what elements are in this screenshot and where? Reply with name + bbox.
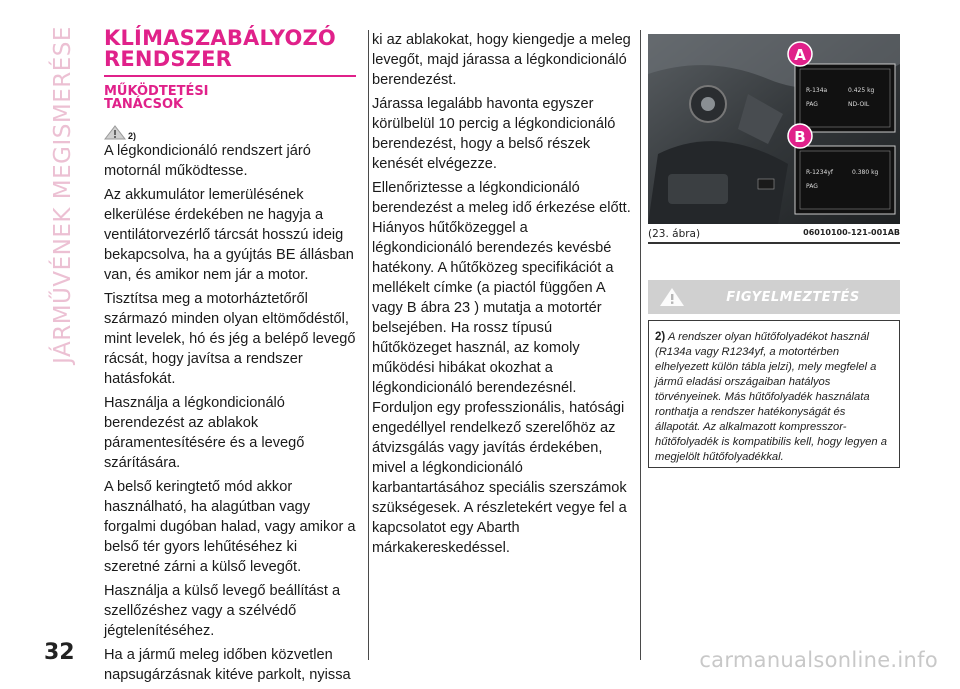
warning-reference-number: 2) [128, 131, 137, 141]
warning-box [648, 320, 900, 468]
section-subtitle [104, 85, 356, 111]
warning-number: 2) [655, 331, 666, 343]
label-b-letter: B [794, 128, 806, 146]
warning-reference[interactable] [104, 121, 356, 141]
warning-hand-icon [104, 125, 126, 141]
engine-bay-figure [648, 34, 900, 224]
refrigerant-label-b [795, 146, 895, 214]
figure-code: 06010100-121-001AB [803, 228, 900, 237]
section-title [104, 28, 356, 70]
section-title-line2: RENDSZER [104, 47, 232, 71]
side-section-title-text: JÁRMŰVÉNEK MEGISMERÉSE [50, 26, 76, 364]
paragraph: Tisztítsa meg a motorháztetőről származó minden olyan eltömődéstől, mint levelek, hó és jég a belépő levegő rácsát, hogy javítsa a rendszer hatásfokát. [104, 291, 356, 387]
paragraph: Járassa legalább havonta egyszer körülbelül 10 percig a légkondicionáló berendezést, hogy a belső részek kenését elvégezze. [372, 96, 616, 172]
label-a-badge [788, 42, 812, 66]
figure-caption-text: (23. ábra) [648, 228, 701, 240]
label-a-oil: PAG [806, 101, 818, 108]
warning-hand-icon [658, 286, 686, 308]
label-a-amount: 0.425 kg [848, 87, 875, 94]
column-divider [640, 30, 641, 660]
column-1 [104, 28, 356, 689]
paragraph: A belső keringtető mód akkor használható, ha alagútban vagy forgalmi dugóban halad, vagy amikor a belső tér gyors lehűtéséhez ki szeretné zárni a külső levegőt. [104, 479, 356, 575]
section-subtitle-line2: TANÁCSOK [104, 97, 184, 112]
paragraph: Ellenőriztesse a légkondicionáló berendezést a meleg idő érkezése előtt. Hiányos hűtőközeggel a légkondicionáló berendezés kevésbé hatékony. A hűtőközeg specifikációt a mellékelt címke (a piactól függően A vagy B ábra 23 ) mutatja a motortér belsejében. Ha rossz típusú hűtőközeget használ, az komoly működési hibákat okozhat a légkondicionáló berendezésnél. Forduljon egy professzionális, hatósági engedéllyel rendelkező szerelőhöz az átvizsgálás vagy javítás érdekében, mivel a légkondicionáló karbantartásához speciális szerszámok szükségesek. A részletekért vegye fel a kapcsolatot egy Abarth márkakereskedéssel. [372, 180, 631, 556]
figure-caption [648, 228, 900, 240]
label-a-oil-type: ND-OIL [848, 101, 870, 108]
column-2 [372, 30, 632, 562]
label-b-oil: PAG [806, 183, 818, 190]
refrigerant-label-a [795, 64, 895, 132]
paragraph: Használja a légkondicionáló berendezést az ablakok páramentesítésére és a levegő szárítására. [104, 395, 305, 471]
title-underline [104, 75, 356, 77]
page-number: 32 [44, 640, 75, 665]
section-title-line1: KLÍMASZABÁLYOZÓ [104, 26, 336, 50]
figure-caption-rule [648, 242, 900, 244]
paragraph: A légkondicionáló rendszert járó motornál működtesse. [104, 143, 311, 179]
label-b-refrigerant: R-1234yf [806, 169, 834, 176]
paragraph: Az akkumulátor lemerülésének elkerülése érdekében ne hagyja a ventilátorvezérlő tárcsát hosszú ideig bekapcsolva, ha a gyújtás BE állásban van, és amikor nem jár a motor. [104, 187, 354, 283]
warning-title: FIGYELMEZTETÉS [726, 289, 860, 305]
warning-header [648, 280, 900, 314]
engine-bay-illustration [648, 34, 900, 224]
section-subtitle-line1: MŰKÖDTETÉSI [104, 84, 209, 99]
label-a-refrigerant: R-134a [806, 87, 828, 94]
label-a-letter: A [794, 46, 806, 64]
paragraph: Használja a külső levegő beállítást a szellőzéshez vagy a szélvédő jégtelenítéséhez. [104, 583, 341, 639]
side-section-title [44, 26, 82, 364]
label-b-badge [788, 124, 812, 148]
watermark: carmanualsonline.info [699, 648, 938, 672]
paragraph: Ha a jármű meleg időben közvetlen napsugárzásnak kitéve parkolt, nyissa [104, 647, 351, 683]
warning-text: A rendszer olyan hűtőfolyadékot használ (R134a vagy R1234yf, a motortérben elhelyezett külön tábla jelzi), mely megfelel a jármű eladási országaiban hatályos törvényeinek. Más hűtőfolyadék használata ronthatja a rendszer hatékonyságát és állapotát. Az alkalmazott kompresszor-hűtőfolyadék is kompatibilis kell, hogy legyen a megjelölt hűtőfolyadékkal. [655, 331, 887, 463]
paragraph: ki az ablakokat, hogy kiengedje a meleg levegőt, majd járassa a légkondicionáló berendezést. [372, 32, 631, 88]
column-3 [648, 34, 900, 468]
column-divider [368, 30, 369, 660]
label-b-amount: 0.380 kg [852, 169, 879, 176]
